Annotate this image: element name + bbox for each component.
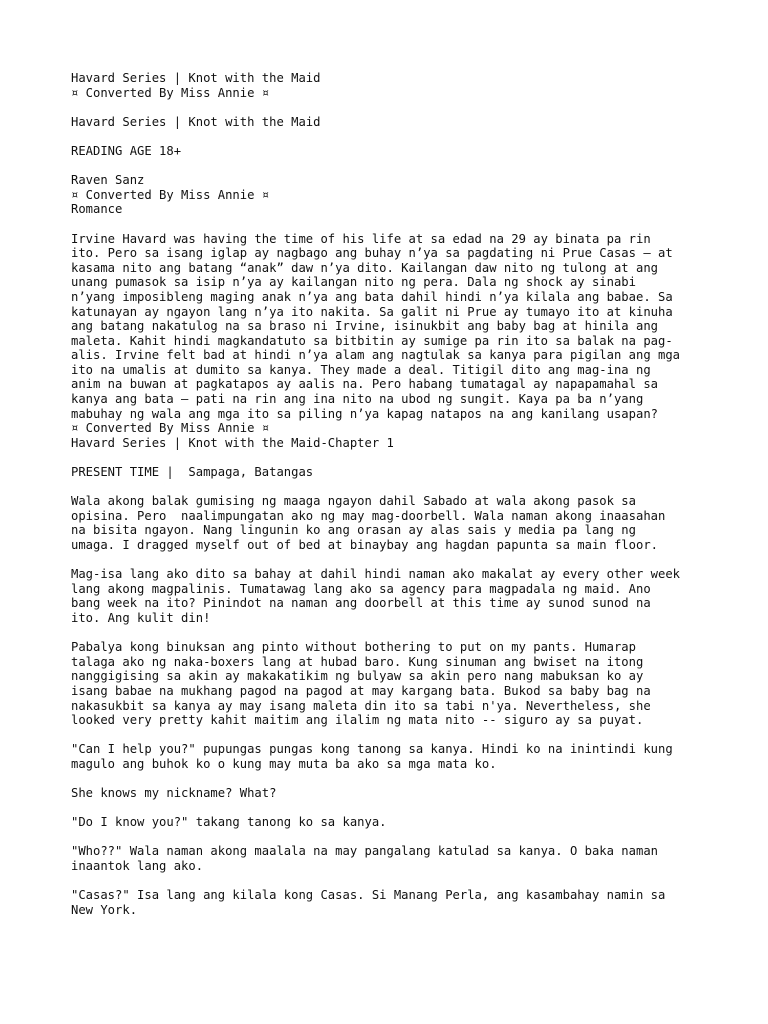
text-line: Romance [71, 202, 123, 217]
text-line: Irvine Havard was having the time of his life at sa edad na 29 ay binata pa rin [71, 231, 651, 246]
text-line: Havard Series | Knot with the Maid-Chapter 1 [71, 435, 394, 450]
text-line: isang babae na mukhang pagod na pagod at may kargang bata. Bukod sa baby bag na [71, 683, 651, 698]
paragraph [71, 640, 711, 728]
text-line: umaga. I dragged myself out of bed at binaybay ang hagdan papunta sa main floor. [71, 538, 658, 552]
paragraph [71, 173, 711, 217]
text-line: "Can I help you?" pupungas pungas kong tanong sa kanya. Hindi ko na inintindi kung [71, 742, 673, 757]
text-line: PRESENT TIME | Sampaga, Batangas [71, 465, 314, 480]
text-line: ito na umalis at dumito sa kanya. They made a deal. Titigil dito ang mag-ina ng [71, 362, 651, 377]
paragraph [71, 786, 711, 801]
paragraph [71, 844, 711, 873]
text-line: "Do I know you?" takang tanong ko sa kanya. [71, 815, 387, 830]
text-line: Mag-isa lang ako dito sa bahay at dahil hindi naman ako makalat ay every other week [71, 567, 681, 582]
text-line: ¤ Converted By Miss Annie ¤ [71, 187, 270, 202]
text-line: alis. Irvine felt bad at hindi n’ya alam ang nagtulak sa kanya para pigilan ang mga [71, 348, 681, 363]
paragraph [71, 465, 711, 480]
text-line: nakasukbit sa kanya ay may isang maleta din ito sa tabi n'ya. Nevertheless, she [71, 698, 651, 713]
text-line: Havard Series | Knot with the Maid [71, 114, 321, 129]
paragraph [71, 71, 711, 100]
paragraph [71, 232, 711, 451]
paragraph [71, 815, 711, 830]
text-line: "Casas?" Isa lang ang kilala kong Casas. Si Manang Perla, ang kasambahay namin sa [71, 888, 666, 903]
text-line: opisina. Pero naalimpungatan ako ng may mag-doorbell. Wala naman akong inaasahan [71, 508, 666, 523]
text-line: na bisita ngayon. Nang lingunin ko ang orasan ay alas sais y media pa lang ng [71, 523, 636, 538]
text-line: ang batang nakatulog na sa braso ni Irvine, isinukbit ang baby bag at hinila ang [71, 319, 658, 334]
text-line: inaantok lang ako. [71, 859, 204, 874]
text-line: ito. Ang kulit din! [71, 610, 211, 625]
text-line: looked very pretty kahit maitim ang ilalim ng mata nito -- siguro ay sa puyat. [71, 713, 644, 728]
text-line: She knows my nickname? What? [71, 786, 277, 801]
text-line: n’yang imposibleng maging anak n’ya ang bata dahil hindi n’ya kilala ang babae. Sa [71, 289, 673, 304]
text-line: ¤ Converted By Miss Annie ¤ [71, 421, 270, 436]
text-line: anim na buwan at pagkatapos ay aalis na. Pero habang tumatagal ay napapamahal sa [71, 377, 658, 392]
text-line: mabuhay ng wala ang mga ito sa piling n’ya kapag natapos na ang kanilang usapan? [71, 406, 658, 421]
text-line: lang akong magpalinis. Tumatawag lang ako sa agency para magpadala ng maid. Ano [71, 581, 651, 596]
text-line: kasama nito ang batang “anak” daw n’ya dito. Kailangan daw nito ng tulong at ang [71, 260, 658, 275]
text-line: New York. [71, 902, 138, 917]
text-line: maleta. Kahit hindi magkandatuto sa bitbitin ay sumige pa rin ito sa balak na pag- [71, 333, 673, 348]
text-line: Raven Sanz [71, 173, 145, 188]
text-line: "Who??" Wala naman akong maalala na may pangalang katulad sa kanya. O baka naman [71, 844, 658, 859]
text-line: unang pumasok sa isip n’ya ay kailangan nito ng pera. Dala ng shock ay sinabi [71, 275, 636, 290]
document-page [71, 71, 711, 932]
paragraph [71, 742, 711, 771]
text-line: Pabalya kong binuksan ang pinto without bothering to put on my pants. Humarap [71, 640, 636, 655]
text-line: Wala akong balak gumising ng maaga ngayon dahil Sabado at wala akong pasok sa [71, 494, 636, 509]
paragraph [71, 567, 711, 625]
text-line: kanya ang bata — pati na rin ang ina nito na ubod ng sungit. Kaya pa ba n’yang [71, 392, 644, 407]
text-line: ¤ Converted By Miss Annie ¤ [71, 85, 270, 100]
text-line: READING AGE 18+ [71, 143, 182, 158]
text-line: talaga ako ng naka-boxers lang at hubad baro. Kung sinuman ang bwiset na itong [71, 654, 644, 669]
paragraph [71, 115, 711, 130]
text-line: nanggigising sa akin ay makakatikim ng bulyaw sa akin pero nang mabuksan ko ay [71, 669, 644, 684]
text-line: ito. Pero sa isang iglap ay nagbago ang buhay n’ya sa pagdating ni Prue Casas — at [71, 246, 673, 261]
paragraph [71, 144, 711, 159]
paragraph [71, 888, 711, 917]
text-line: magulo ang buhok ko o kung may muta ba ako sa mga mata ko. [71, 756, 497, 771]
text-line: Havard Series | Knot with the Maid [71, 71, 321, 85]
text-line: katunayan ay ngayon lang n’ya ito nakita. Sa galit ni Prue ay tumayo ito at kinuha [71, 304, 673, 319]
paragraph [71, 494, 711, 552]
text-line: bang week na ito? Pinindot na naman ang doorbell at this time ay sunod sunod na [71, 596, 651, 611]
